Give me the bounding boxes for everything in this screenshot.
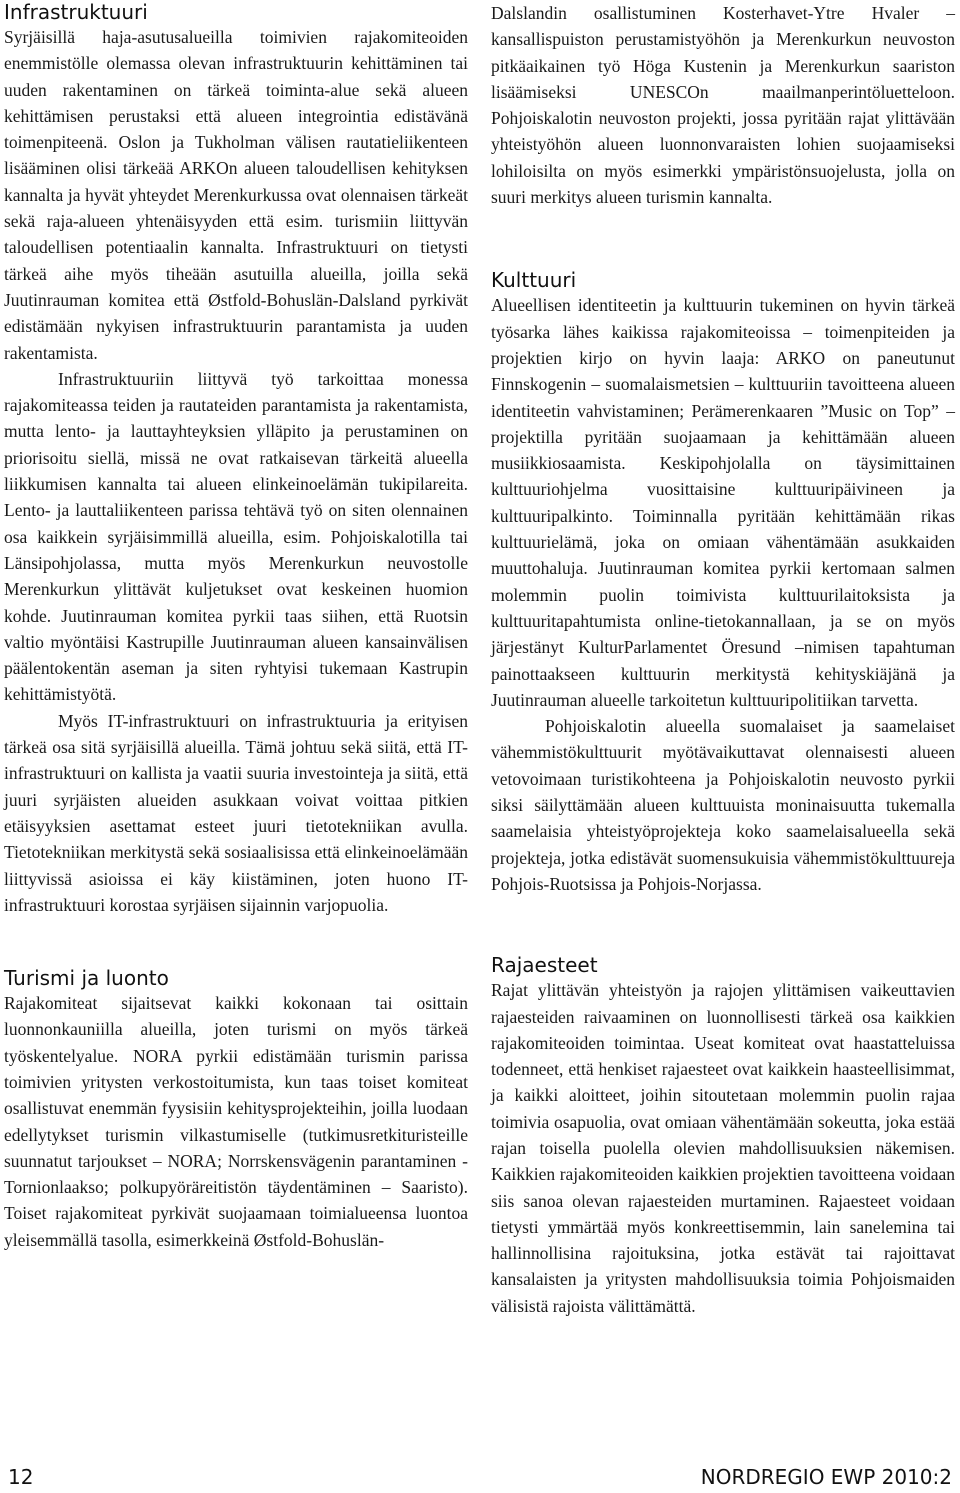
- page-number: 12: [8, 1465, 34, 1489]
- left-column: [4, 0, 468, 1253]
- right-column: [491, 0, 955, 1319]
- paragraph-culture-1: Alueellisen identiteetin ja kulttuurin tukeminen on hyvin tärkeä työsarka lähes kaikissa rajakomiteoissa – toimenpiteiden ja projektien kirjo on hyvin laaja: ARKO on paneutunut Finnskogenin – suomalaismetsien – kulttuuriin tavoitteena alueen identiteetin vahvistaminen; Perämerenkaaren ”Music on Top” –projektilla pyritään suojaamaan ja kehittämään alueen musiikkiosaamista. Keskipohjolalla on täysimittainen kulttuuriohjelma vuosittaisine kulttuuripäivineen ja kulttuuripalkinto. Toiminnalla pyritään kehittämään rikas kulttuurielämä, joka on omiaan vähentämään asukkaiden muuttohaluja. Juutinrauman komitea pyrkii kertomaan salmen molemmin puolin toimivista kulttuurilaitoksista ja kulttuuritapahtumista online-tietokannallaan, ja se on myös järjestänyt KulturParlamentet Öresund –nimisen tapahtuman painottaakseen kulttuurin merkitystä kehityskiäjänä ja Juutinrauman alueelle tarkoitetun kulttuuripolitiikan tarvetta.: [491, 295, 955, 710]
- publication-title: NORDREGIO EWP 2010:2: [700, 1465, 952, 1489]
- page-footer: [0, 1463, 960, 1493]
- paragraph-infrastructure-3: Myös IT-infrastruktuuri on infrastruktuuria ja erityisen tärkeä osa sitä syrjäisillä alueilla. Tämä johtuu sekä siitä, että IT-infrastruktuuri on kallista ja vaatii suuria investointeja ja siitä, että juuri syrjäisten alueiden asukkaan voivat voittaa pitkien etäisyyksien asettamat esteet juuri tietotekniikan avulla. Tietotekniikan merkitystä sekä sosiaalisissa että elinkeinoelämään liittyvissä asioissa ei käy kiistäminen, joten huono IT-infrastruktuuri korostaa syrjäisen sijainnin varjopuolia.: [4, 710, 468, 915]
- section-heading-infrastructure: Infrastruktuuri: [4, 0, 148, 24]
- section-heading-tourism: Turismi ja luonto: [4, 966, 169, 991]
- paragraph-culture-2: Pohjoiskalotin alueella suomalaiset ja saamelaiset vähemmistökulttuurit myötävaikuttavat olennaisesti alueen vetovoimaan turistikohteena ja Pohjoiskalotin neuvosto pyrkii siksi säilyttämään alueen kulttuuista moninaisuutta tukemalla saamelaisia yhteistyöprojekteja koko saamelaisalueella sekä projekteja, jotka edistävät suomensukuisia vähemmistökulttuureja Pohjois-Ruotsissa ja Pohjois-Norjassa.: [491, 716, 955, 894]
- paragraph-tourism-1: Rajakomiteat sijaitsevat kaikki kokonaan tai osittain luonnonkauniilla alueilla, joten turismi on myös tärkeä työskentelyalue. NORA pyrkii edistämään turismin parissa toimivien yritysten verkostoitumista, kun taas toiset komiteat osallistuvat enemmän fyysisiin kehitysprojekteihin, joilla luodaan edellytykset turismin vilkastumiselle (tutkimusretkituristeille suunnatut tarjoukset – NORA; Norrskensvägenin parantaminen - Tornionlaakso; polkupyöräreitistön täydentäminen – Saaristo). Toiset rajakomiteat pyrkivät suojaamaan toimialueensa luontoa yleisemmällä tasolla, esimerkkeinä Østfold-Bohuslän-: [4, 993, 468, 1250]
- paragraph-infrastructure-2: Infrastruktuuriin liittyvä työ tarkoittaa monessa rajakomiteassa teiden ja rautateiden parantamista ja rakentamista, mutta lento- ja lauttayhteyksien ylläpito ja perustaminen on priorisoitu siellä, missä ne ovat ratkaisevan tärkeitä alueella liikkumisen kannalta tai alueen elinkeinoelämän tukipilareita. Lento- ja lauttaliikenteen parissa tehtävä työ on siten olennainen osa kaikkein syrjäisimmillä alueilla, esim. Pohjoiskalotilla tai Länsipohjolassa, mutta myös Merenkurkun neuvostolle Merenkurkun ylittävät kuljetukset ovat keskeinen huomion kohde. Juutinrauman komitea pyrkii taas siihen, että Ruotsin valtio myöntäisi Kastrupille Juutinrauman alueen kansainvälisen päälentokentän aseman ja siten ryhtyisi tukemaan Kastrupin kehittämistyötä.: [4, 368, 468, 705]
- paragraph-infrastructure-1: Syrjäisillä haja-asutusalueilla toimivien rajakomiteoiden enemmistölle olemassa olevan infrastruktuurin kehittäminen tai uuden rakentaminen on tärkeä toiminta-alue sekä alueen kehittämisen perustaksi että alueen integrointia edistävänä toimenpiteenä. Oslon ja Tukholman välisen rautatieliikenteen lisääminen olisi tärkeää ARKOn alueen taloudellisen kehityksen kannalta ja hyvät yhteydet Merenkurkussa ovat olennaisen tärkeät sekä raja-alueen yhtenäisyyden että esim. turismiin liittyvän taloudellisen potentiaalin kannalta. Infrastruktuuri on tietysti tärkeä aihe myös tiheään asutuilla alueilla, joilla sekä Juutinrauman komitea että Østfold-Bohuslän-Dalsland pyrkivät edistämään nykyisen infrastruktuurin parantamista ja uuden rakentamista.: [4, 27, 468, 363]
- paragraph-border-barriers-1: Rajat ylittävän yhteistyön ja rajojen ylittämisen vaikeuttavien rajaesteiden raivaaminen on luonnollisesti tärkeä osa kaikkien rajakomiteoiden toimintaa. Useat komiteat ovat haastatteluissa todenneet, että henkiset rajaesteet ovat kaikkein haasteellisimmat, ja kaikki aloitteet, joihin sitoutetaan molemmin puolin rajaa toimivia osapuolia, ovat omiaan vähentämään sokeutta, joka estää rajan toisella puolella olevien mahdollisuuksien näkemisen. Kaikkien rajakomiteoiden kaikkien projektien tavoitteena voidaan siis sanoa olevan rajaesteiden murtaminen. Rajaesteet voidaan tietysti ymmärtää myös konkreettisemmin, lain sanelemina tai hallinnollisina rajoituksina, jotka estävät tai rajoittavat kansalaisten ja yritysten mahdollisuuksia toimia Pohjoismaiden välisistä rajoista välittämättä.: [491, 980, 955, 1316]
- section-heading-border-barriers: Rajaesteet: [491, 953, 598, 978]
- section-heading-culture: Kulttuuri: [491, 268, 577, 293]
- paragraph-tourism-1-continued: Dalslandin osallistuminen Kosterhavet-Ytre Hvaler –kansallispuiston perustamistyöhön ja Merenkurkun neuvoston pitkäaikainen työ Höga Kustenin ja Merenkurkun saariston lisäämiseksi UNESCOn maailmanperintöluetteloon. Pohjoiskalotin neuvoston projekti, jossa pyritään rajat ylittävään yhteistyöhön alueen luonnonvaraisten lohien suojaamiseksi lohiloisilta on myös esimerkki ympäristönsuojelusta, jolla on suuri merkitys alueen turismin kannalta.: [491, 3, 955, 208]
